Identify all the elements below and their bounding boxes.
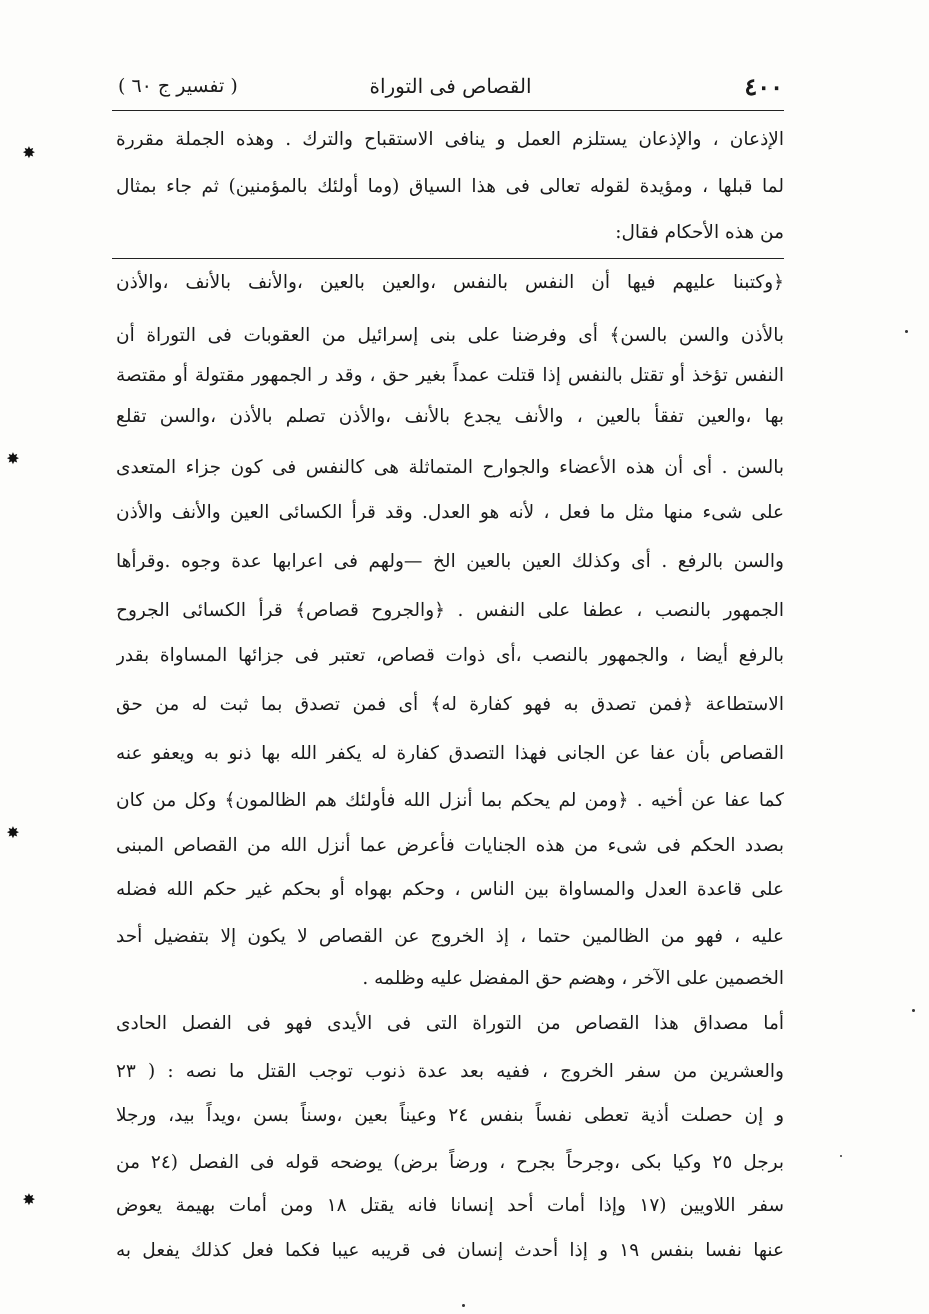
text-line: الإذعان ، والإذعان يستلزم العمل و ينافى الاستقباح والترك . وهذه الجملة مقررة xyxy=(116,129,784,150)
text-line: والعشرين من سفر الخروج ، ففيه بعد عدة ذنوب توجب القتل ما نصه : ( ٢٣ xyxy=(116,1061,784,1082)
running-title: القصاص فى التوراة xyxy=(369,74,532,98)
text-line: أما مصداق هذا القصاص من التوراة التى فى الأيدى فهو فى الفصل الحادى xyxy=(116,1013,784,1034)
text-line: و إن حصلت أذية تعطى نفساً بنفس ٢٤ وعيناً بعين ،وسناً بسن ،ويداً بيد، ورجلا xyxy=(116,1105,784,1126)
text-line: الخصمين على الآخر ، وهضم حق المفضل عليه وظلمه . xyxy=(362,968,784,989)
text-line: بها ،والعين تفقأ بالعين ، والأنف يجدع بالأنف ،والأذن تصلم بالأذن ،والسن تقلع xyxy=(116,406,784,427)
text-line: من هذه الأحكام فقال: xyxy=(615,222,784,243)
text-line: على شىء منها مثل ما فعل ، لأنه هو العدل. وقد قرأ الكسائى العين والأنف والأذن xyxy=(116,502,784,523)
margin-mark-icon: ✸ xyxy=(22,143,36,162)
text-line: بالسن . أى أن هذه الأعضاء والجوارح المتماثلة هى كالنفس فى كون جزاء المتعدى xyxy=(116,457,784,478)
text-line: بالأذن والسن بالسن﴾ أى وفرضنا على بنى إسرائيل من العقوبات فى التوراة أن xyxy=(116,325,784,346)
text-line: بالرفع أيضا ، والجمهور بالنصب ،أى ذوات قصاص، تعتبر فى جزائها المساواة بقدر xyxy=(116,645,784,666)
scan-speck xyxy=(840,1155,842,1157)
text-line: الجمهور بالنصب ، عطفا على النفس . ﴿والجروح قصاص﴾ قرأ الكسائى الجروح xyxy=(116,600,784,621)
text-line: عليه ، فهو من الظالمين حتما ، إذ الخروج عن القصاص لا يكون إلا بتفضيل أحد xyxy=(116,926,784,947)
header-rule xyxy=(112,110,784,111)
text-line: بصدد الحكم فى شىء من هذه الجنايات فأعرض عما أنزل الله من القصاص المبنى xyxy=(116,835,784,856)
text-line: ﴿وكتبنا عليهم فيها أن النفس بالنفس ،والعين بالعين ،والأنف بالأنف ،والأذن xyxy=(116,272,784,293)
scan-speck xyxy=(462,1304,465,1307)
text-line: سفر اللاويين (١٧ وإذا أمات أحد إنسانا فانه يقتل ١٨ ومن أمات بهيمة يعوض xyxy=(116,1195,784,1216)
text-line: النفس تؤخذ أو تقتل بالنفس إذا قتلت عمداً بغير حق ، وقد ر الجمهور مقتولة أو مقتصة xyxy=(116,365,784,386)
text-line: الاستطاعة ﴿فمن تصدق به فهو كفارة له﴾ أى فمن تصدق بما ثبت له من حق xyxy=(116,694,784,715)
margin-mark-icon: ✸ xyxy=(6,449,20,468)
text-line: لما قبلها ، ومؤيدة لقوله تعالى فى هذا السياق (وما أولئك بالمؤمنين) ثم جاء بمثال xyxy=(116,176,784,197)
volume-label: ( تفسير ج ٦٠ ) xyxy=(118,75,238,97)
scan-speck xyxy=(912,1009,915,1012)
text-line: القصاص بأن عفا عن الجانى فهذا التصدق كفارة له يكفر الله بها ذنو به ويعفو عنه xyxy=(116,743,784,764)
section-divider xyxy=(112,258,784,259)
text-line: برجل ٢٥ وكيا بكى ،وجرحاً بجرح ، ورضاً برض) يوضحه قوله فى الفصل (٢٤ من xyxy=(116,1152,784,1173)
page-header xyxy=(118,66,783,106)
text-line: والسن بالرفع . أى وكذلك العين بالعين الخ —ولهم فى اعرابها عدة وجوه .وقرأها xyxy=(116,551,784,572)
scan-speck xyxy=(905,330,908,333)
margin-mark-icon: ✸ xyxy=(6,823,20,842)
text-line: على قاعدة العدل والمساواة بين الناس ، وحكم بهواه أو بحكم غير حكم الله فضله xyxy=(116,879,784,900)
text-line: عنها نفسا بنفس ١٩ و إذا أحدث إنسان فى قريبه عيبا فكما فعل كذلك يفعل به xyxy=(116,1240,784,1261)
page-number: ٤٠٠ xyxy=(744,71,783,101)
text-line: كما عفا عن أخيه . ﴿ومن لم يحكم بما أنزل الله فأولئك هم الظالمون﴾ وكل من كان xyxy=(116,790,784,811)
margin-mark-icon: ✸ xyxy=(22,1190,36,1209)
